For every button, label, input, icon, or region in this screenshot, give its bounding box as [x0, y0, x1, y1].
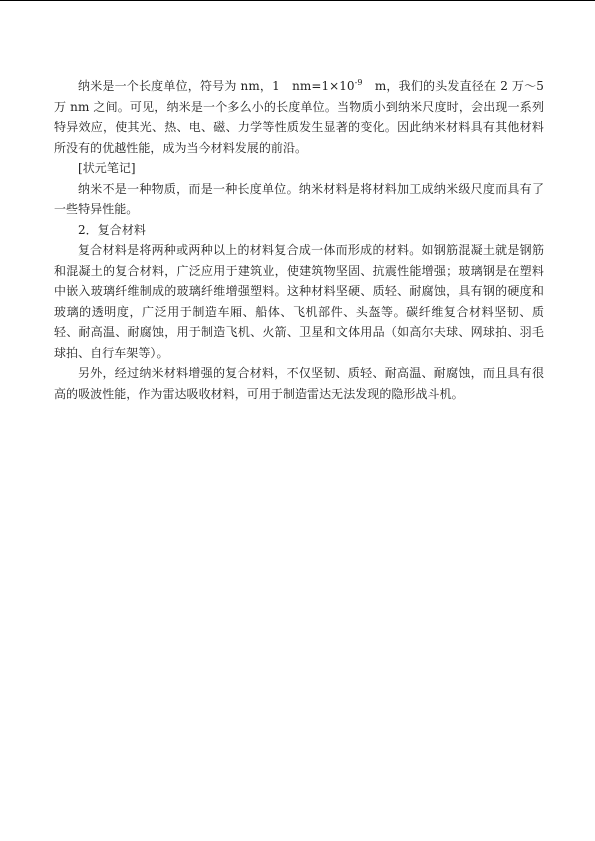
section-heading-composite: 2．复合材料 [78, 222, 146, 237]
nano-intro-text-before: 纳米是一个长度单位，符号为 nm，1 nm=1×10 [78, 79, 355, 93]
paragraph-composite-body: 复合材料是将两种或两种以上的材料复合成一体而形成的材料。如钢筋混凝土就是钢筋和混凝土的复合材料，广泛应用于建筑业，使建筑物坚固、抗震性能增强；玻璃钢是在塑料中嵌入玻璃纤维制成的玻璃纤维增强塑料。这种材料坚硬、质轻、耐腐蚀，具有钢的硬度和玻璃的透明度，广泛用于制造车厢、船体、飞机部件、头盔等。碳纤维复合材料坚韧、质轻、耐高温、耐腐蚀，用于制造飞机、火箭、卫星和文体用品（如高尔夫球、网球拍、羽毛球拍、自行车架等）。 [54, 243, 544, 360]
paragraph-nano-intro [54, 76, 544, 158]
exponent-superscript: -9 [354, 78, 363, 87]
paragraph-note-body: 纳米不是一种物质，而是一种长度单位。纳米材料是将材料加工成纳米级尺度而具有了一些特异性能。 [54, 181, 544, 216]
paragraph-composite-extra: 另外，经过纳米材料增强的复合材料，不仅坚韧、质轻、耐高温、耐腐蚀，而且具有很高的吸波性能，作为雷达吸收材料，可用于制造雷达无法发现的隐形战斗机。 [54, 366, 544, 401]
top-rule [0, 0, 595, 1]
note-heading: [状元笔记] [78, 161, 136, 175]
document-body [54, 76, 544, 404]
nano-intro-text-after: m，我们的头发直径在 2 万～5 万 nm 之间。可见，纳米是一个多么小的长度单位。当物质小到纳米尺度时，会出现一系列特异效应，使其光、热、电、磁、力学等性质发生显著的变化。因此纳米材料具有其他材料所没有的优越性能，成为当今材料发展的前沿。 [54, 79, 544, 155]
